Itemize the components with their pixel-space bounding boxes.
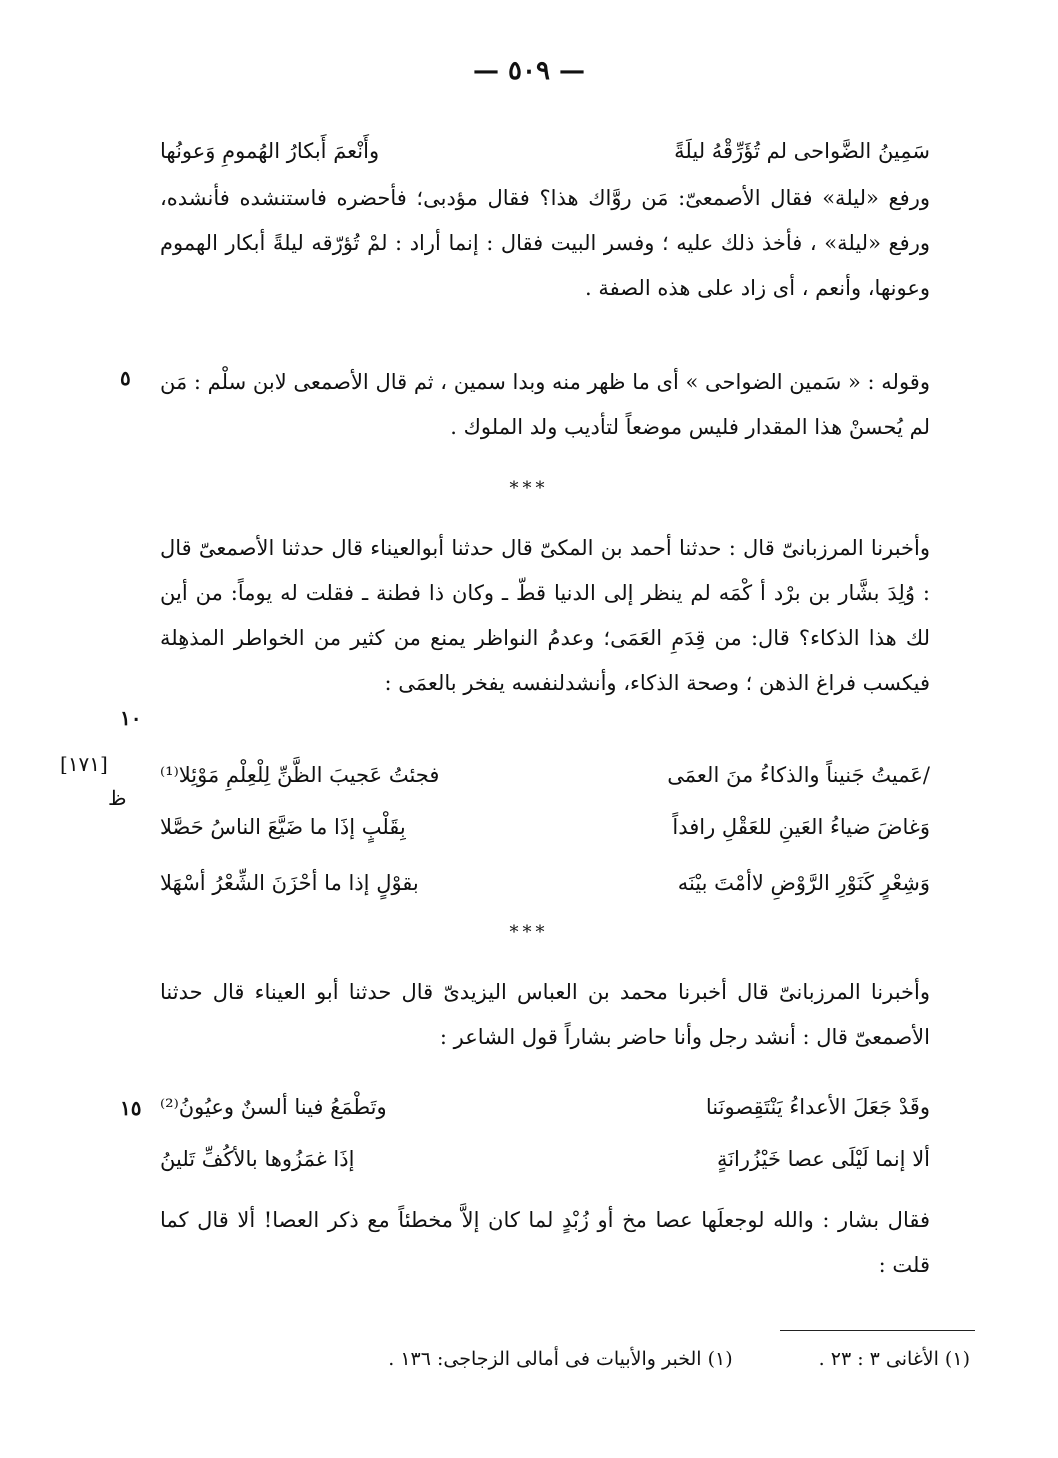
section-divider-stars: ***: [509, 922, 549, 943]
verse-second-hemistich: فجئتُ عَجيبَ الظَّنِّ لِلْعِلْمِ مَوْئِلا⁽¹⁾: [160, 763, 440, 787]
margin-line-number-10: ١٠: [120, 706, 142, 730]
footnote: (١) الأغانى ٣ : ٢٣ .: [818, 1348, 970, 1370]
paragraph-5: فقال بشار : والله لوجعلَها عصا مخ أو زُبْدٍ لما كان إلاَّ مخطئاً مع ذكر العصا! ألا قال كما قلت :: [160, 1208, 930, 1277]
verse-second-hemistich: بقوْلٍ إذا ما أحْزَنَ الشِّعْرُ أسْهَلا: [160, 871, 419, 895]
footnote: (١) الخبر والأبيات فى أمالى الزجاجى: ١٣٦ .: [388, 1348, 733, 1370]
verse-second-hemistich: وتَطْمَعُ فينا ألسنٌ وعيُونُ⁽²⁾: [160, 1095, 387, 1119]
verse-second-hemistich: وأَنْعمَ أَبكارُ الهُمومِ وَعونُها: [160, 139, 380, 163]
verse-line: [160, 860, 930, 906]
verse-first-hemistich: وقَدْ جَعَلَ الأعداءُ يَنْتَقِصونَنا: [705, 1095, 930, 1119]
margin-line-number-5: ٥: [120, 366, 131, 390]
verse-line: [160, 752, 930, 798]
section-divider-stars: ***: [509, 478, 549, 499]
verse-first-hemistich: وَشِعْرٍ كَنَوْرِ الرَّوْضِ لاأمْتَ بيْنَه: [677, 871, 930, 895]
page-number: — ٥٠٩ —: [472, 56, 586, 86]
verse-first-hemistich: /عَميتُ جَنيناً والذكاءُ منَ العمَى: [667, 763, 930, 787]
margin-folio-number: [١٧١]: [60, 752, 108, 776]
paragraph-3: وأخبرنا المرزبانىّ قال : حدثنا أحمد بن المكىّ قال حدثنا أبوالعيناء قال حدثنا الأصمعىّ قال : وُلِدَ بشَّار بن برْد أ كْمَه لم ينظر إلى الدنيا قطّ ـ وكان ذا فطنة ـ فقلت له يوماً: من أين لك هذا الذكاء؟ قال: من قِدَمِ العَمَى؛ وعدمُ النواظر يمنع من كثير من الخواطر المذهِلة فيكسب فراغ الذهن ؛ وصحة الذكاء، وأنشدلنفسه يفخر بالعمَى :: [160, 536, 930, 695]
paragraph-1: ورفع «ليلة» فقال الأصمعىّ: مَن روَّاك هذا؟ فقال مؤدبى؛ فأحضره فاستنشده فأنشده، ورفع «ليلة» ، فأخذ ذلك عليه ؛ وفسر البيت فقال : إنما أراد : لمْ تُؤرّقه ليلةً أبكار الهموم وعونها، وأنعم ، أى زاد على هذه الصفة .: [160, 186, 930, 300]
verse-line: [160, 1136, 930, 1182]
paragraph-2: وقوله : « سَمين الضواحى » أى ما ظهر منه وبدا سمين ، ثم قال الأصمعى لابن سلْم : مَن لم يُحسنْ هذا المقدار فليس موضعاً لتأديب ولد الملوك .: [160, 370, 930, 439]
verse-line: [160, 804, 930, 850]
verse-second-hemistich: إذَا غمَزُوها بالأكُفِّ تَلينُ: [160, 1147, 355, 1171]
verse-line: [160, 1084, 930, 1130]
verse-second-hemistich: بِقَلْبٍ إذَا ما ضَيَّعَ الناسُ حَصَّلا: [160, 815, 406, 839]
margin-folio-side: ظ: [108, 786, 127, 810]
paragraph-4: وأخبرنا المرزبانىّ قال أخبرنا محمد بن العباس اليزيدىّ قال حدثنا أبو العيناء قال حدثنا الأصمعىّ قال : أنشد رجل وأنا حاضر بشاراً قول الشاعر :: [160, 980, 930, 1049]
footnote-separator: [780, 1330, 975, 1331]
verse-line: [160, 128, 930, 174]
footnotes: [200, 1344, 970, 1374]
verse-first-hemistich: وَغاضَ ضياءُ العَينِ للعَقْلِ رافداً: [672, 815, 930, 839]
verse-first-hemistich: سَمِينُ الضَّواحى لم تُؤَرِّقْهُ ليلَةً: [674, 139, 930, 163]
margin-line-number-15: ١٥: [120, 1096, 142, 1120]
verse-first-hemistich: ألا إنما لَيْلَى عصا خَيْزُرانَةٍ: [716, 1147, 930, 1171]
